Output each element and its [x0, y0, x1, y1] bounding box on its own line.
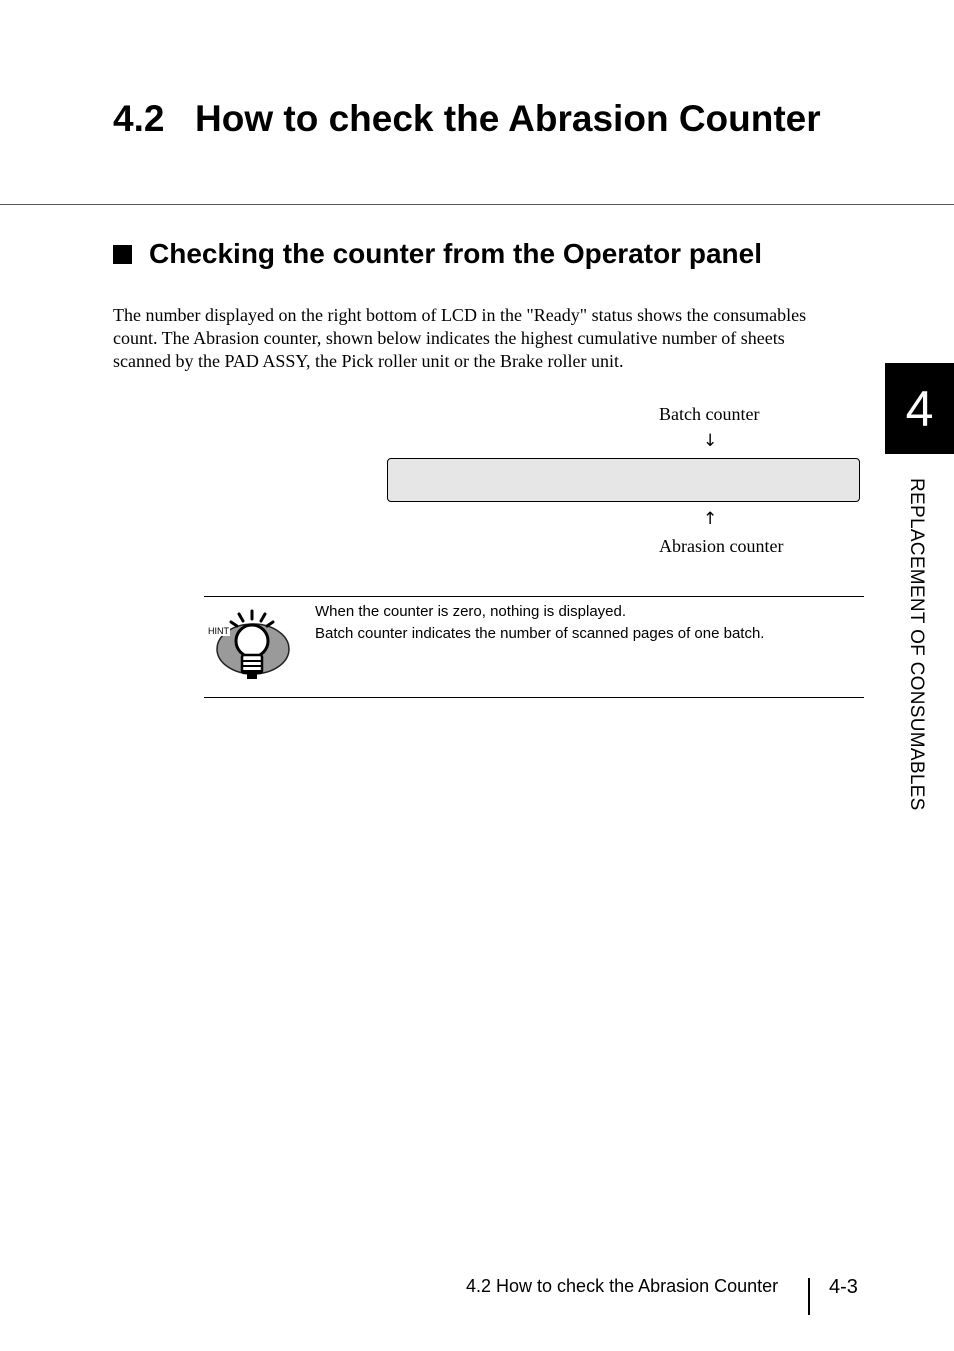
hint-text: [315, 601, 764, 645]
hint-top-rule: [204, 596, 864, 597]
section-title-text: How to check the Abrasion Counter: [195, 98, 821, 139]
down-arrow-icon: ↓: [703, 431, 718, 451]
chapter-tab: 4: [885, 363, 954, 454]
title-divider: [0, 204, 954, 205]
batch-counter-label: Batch counter: [659, 404, 760, 424]
subheading-text: Checking the counter from the Operator panel: [149, 238, 762, 269]
hint-icon-label: HINT: [208, 626, 229, 636]
hint-line: When the counter is zero, nothing is displayed.: [315, 603, 627, 620]
footer-section-title: 4.2 How to check the Abrasion Counter: [466, 1276, 779, 1296]
up-arrow-icon: ↑: [703, 509, 718, 529]
abrasion-counter-label: Abrasion counter: [659, 536, 784, 556]
page-number: 4-3: [829, 1276, 858, 1298]
section-number: 4.2: [113, 98, 165, 139]
chapter-side-title: REPLACEMENT OF CONSUMABLES: [906, 478, 927, 811]
page-title: [113, 98, 821, 140]
hint-line: Batch counter indicates the number of scanned pages of one batch.: [315, 625, 765, 642]
lcd-display: [387, 458, 860, 502]
hint-bottom-rule: [204, 697, 864, 698]
square-bullet-icon: [113, 245, 132, 264]
body-paragraph: [113, 304, 863, 373]
body-line: count. The Abrasion counter, shown below indicates the highest cumulative number of sheets: [113, 328, 785, 348]
hint-lightbulb-icon: [206, 607, 296, 685]
footer-divider: [808, 1278, 810, 1315]
body-line: scanned by the PAD ASSY, the Pick roller unit or the Brake roller unit.: [113, 351, 624, 371]
subheading: [113, 238, 762, 270]
body-line: The number displayed on the right bottom of LCD in the "Ready" status shows the consumables: [113, 305, 807, 325]
